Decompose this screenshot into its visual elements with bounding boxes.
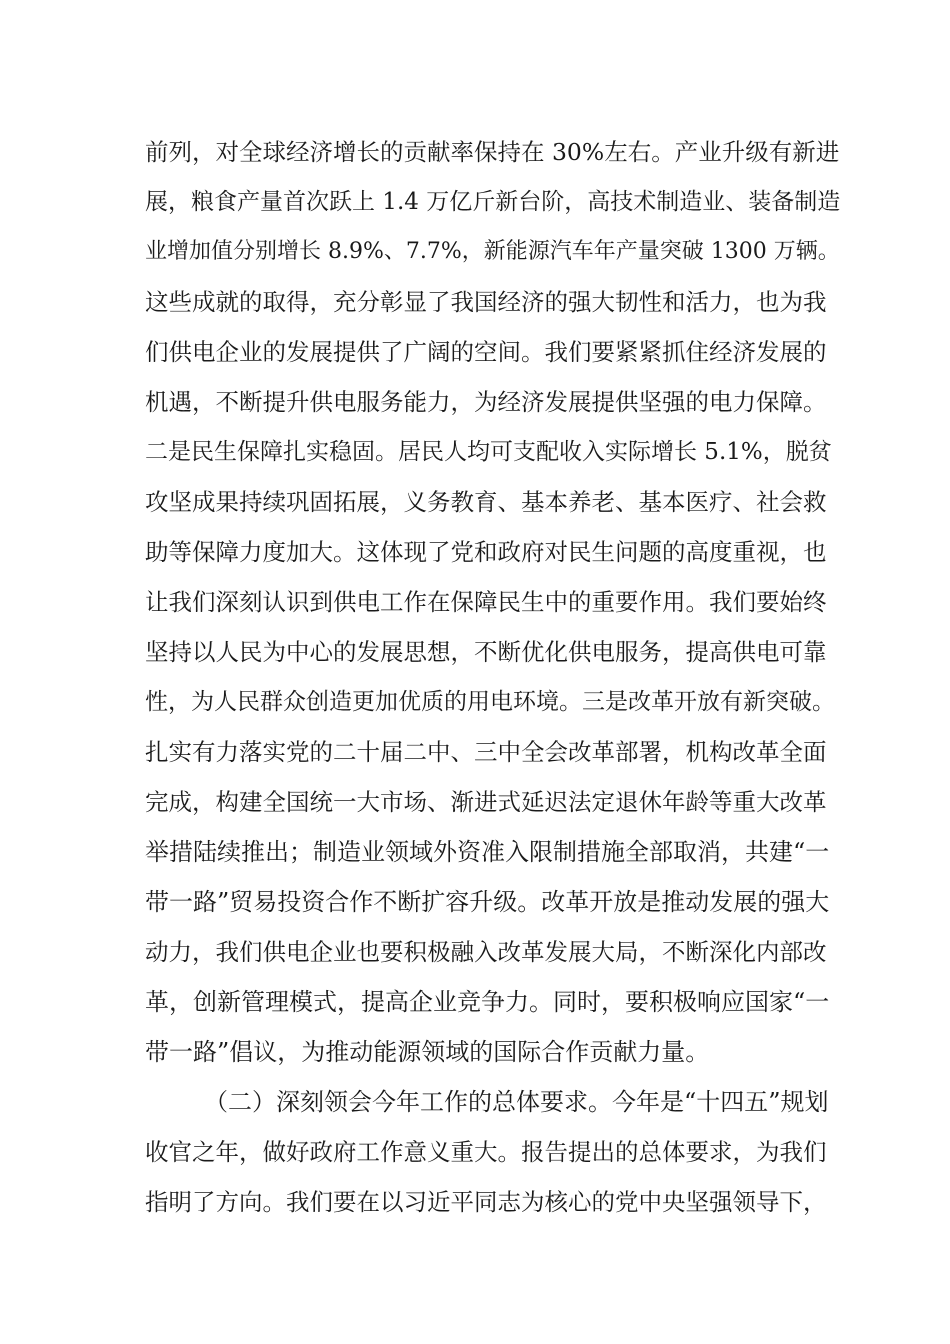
text-line: 带一路”倡议，为推动能源领域的国际合作贡献力量。: [145, 1038, 710, 1066]
text-line: 机遇，不断提升供电服务能力，为经济发展提供坚强的电力保障。: [145, 388, 827, 416]
text-line: 展，粮食产量首次跃上 1.4 万亿斤新台阶，高技术制造业、装备制造: [145, 189, 841, 215]
text-line: 完成，构建全国统一大市场、渐进式延迟法定退休年龄等重大改革: [145, 788, 827, 816]
text-line: 举措陆续推出；制造业领域外资准入限制措施全部取消，共建“一: [145, 838, 830, 866]
text-line: 业增加值分别增长 8.9%、7.7%，新能源汽车年产量突破 1300 万辆。: [145, 239, 840, 264]
text-line: 坚持以人民为中心的发展思想，不断优化供电服务，提高供电可靠: [145, 638, 827, 666]
text-line: 动力，我们供电企业也要积极融入改革发展大局，不断深化内部改: [145, 938, 827, 966]
text-line: 带一路”贸易投资合作不断扩容升级。改革开放是推动发展的强大: [145, 888, 830, 916]
text-line: 助等保障力度加大。这体现了党和政府对民生问题的高度重视，也: [145, 538, 827, 566]
text-line: 二是民生保障扎实稳固。居民人均可支配收入实际增长 5.1%，脱贫: [145, 439, 832, 465]
text-line: 性，为人民群众创造更加优质的用电环境。三是改革开放有新突破。: [145, 689, 835, 715]
text-line: 们供电企业的发展提供了广阔的空间。我们要紧紧抓住经济发展的: [145, 338, 827, 366]
text-line: 革，创新管理模式，提高企业竞争力。同时，要积极响应国家“一: [145, 988, 830, 1016]
text-line: 这些成就的取得，充分彰显了我国经济的强大韧性和活力，也为我: [145, 288, 827, 316]
text-line: 扎实有力落实党的二十届二中、三中全会改革部署，机构改革全面: [145, 738, 827, 766]
section-heading-line: （二）深刻领会今年工作的总体要求。今年是“十四五”规划: [204, 1088, 829, 1116]
text-line: 收官之年，做好政府工作意义重大。报告提出的总体要求，为我们: [145, 1138, 827, 1166]
text-line: 指明了方向。我们要在以习近平同志为核心的党中央坚强领导下，: [145, 1188, 827, 1216]
text-line: 前列，对全球经济增长的贡献率保持在 30%左右。产业升级有新进: [145, 138, 840, 166]
text-line: 让我们深刻认识到供电工作在保障民生中的重要作用。我们要始终: [145, 588, 827, 616]
text-line: 攻坚成果持续巩固拓展，义务教育、基本养老、基本医疗、社会救: [145, 488, 827, 516]
